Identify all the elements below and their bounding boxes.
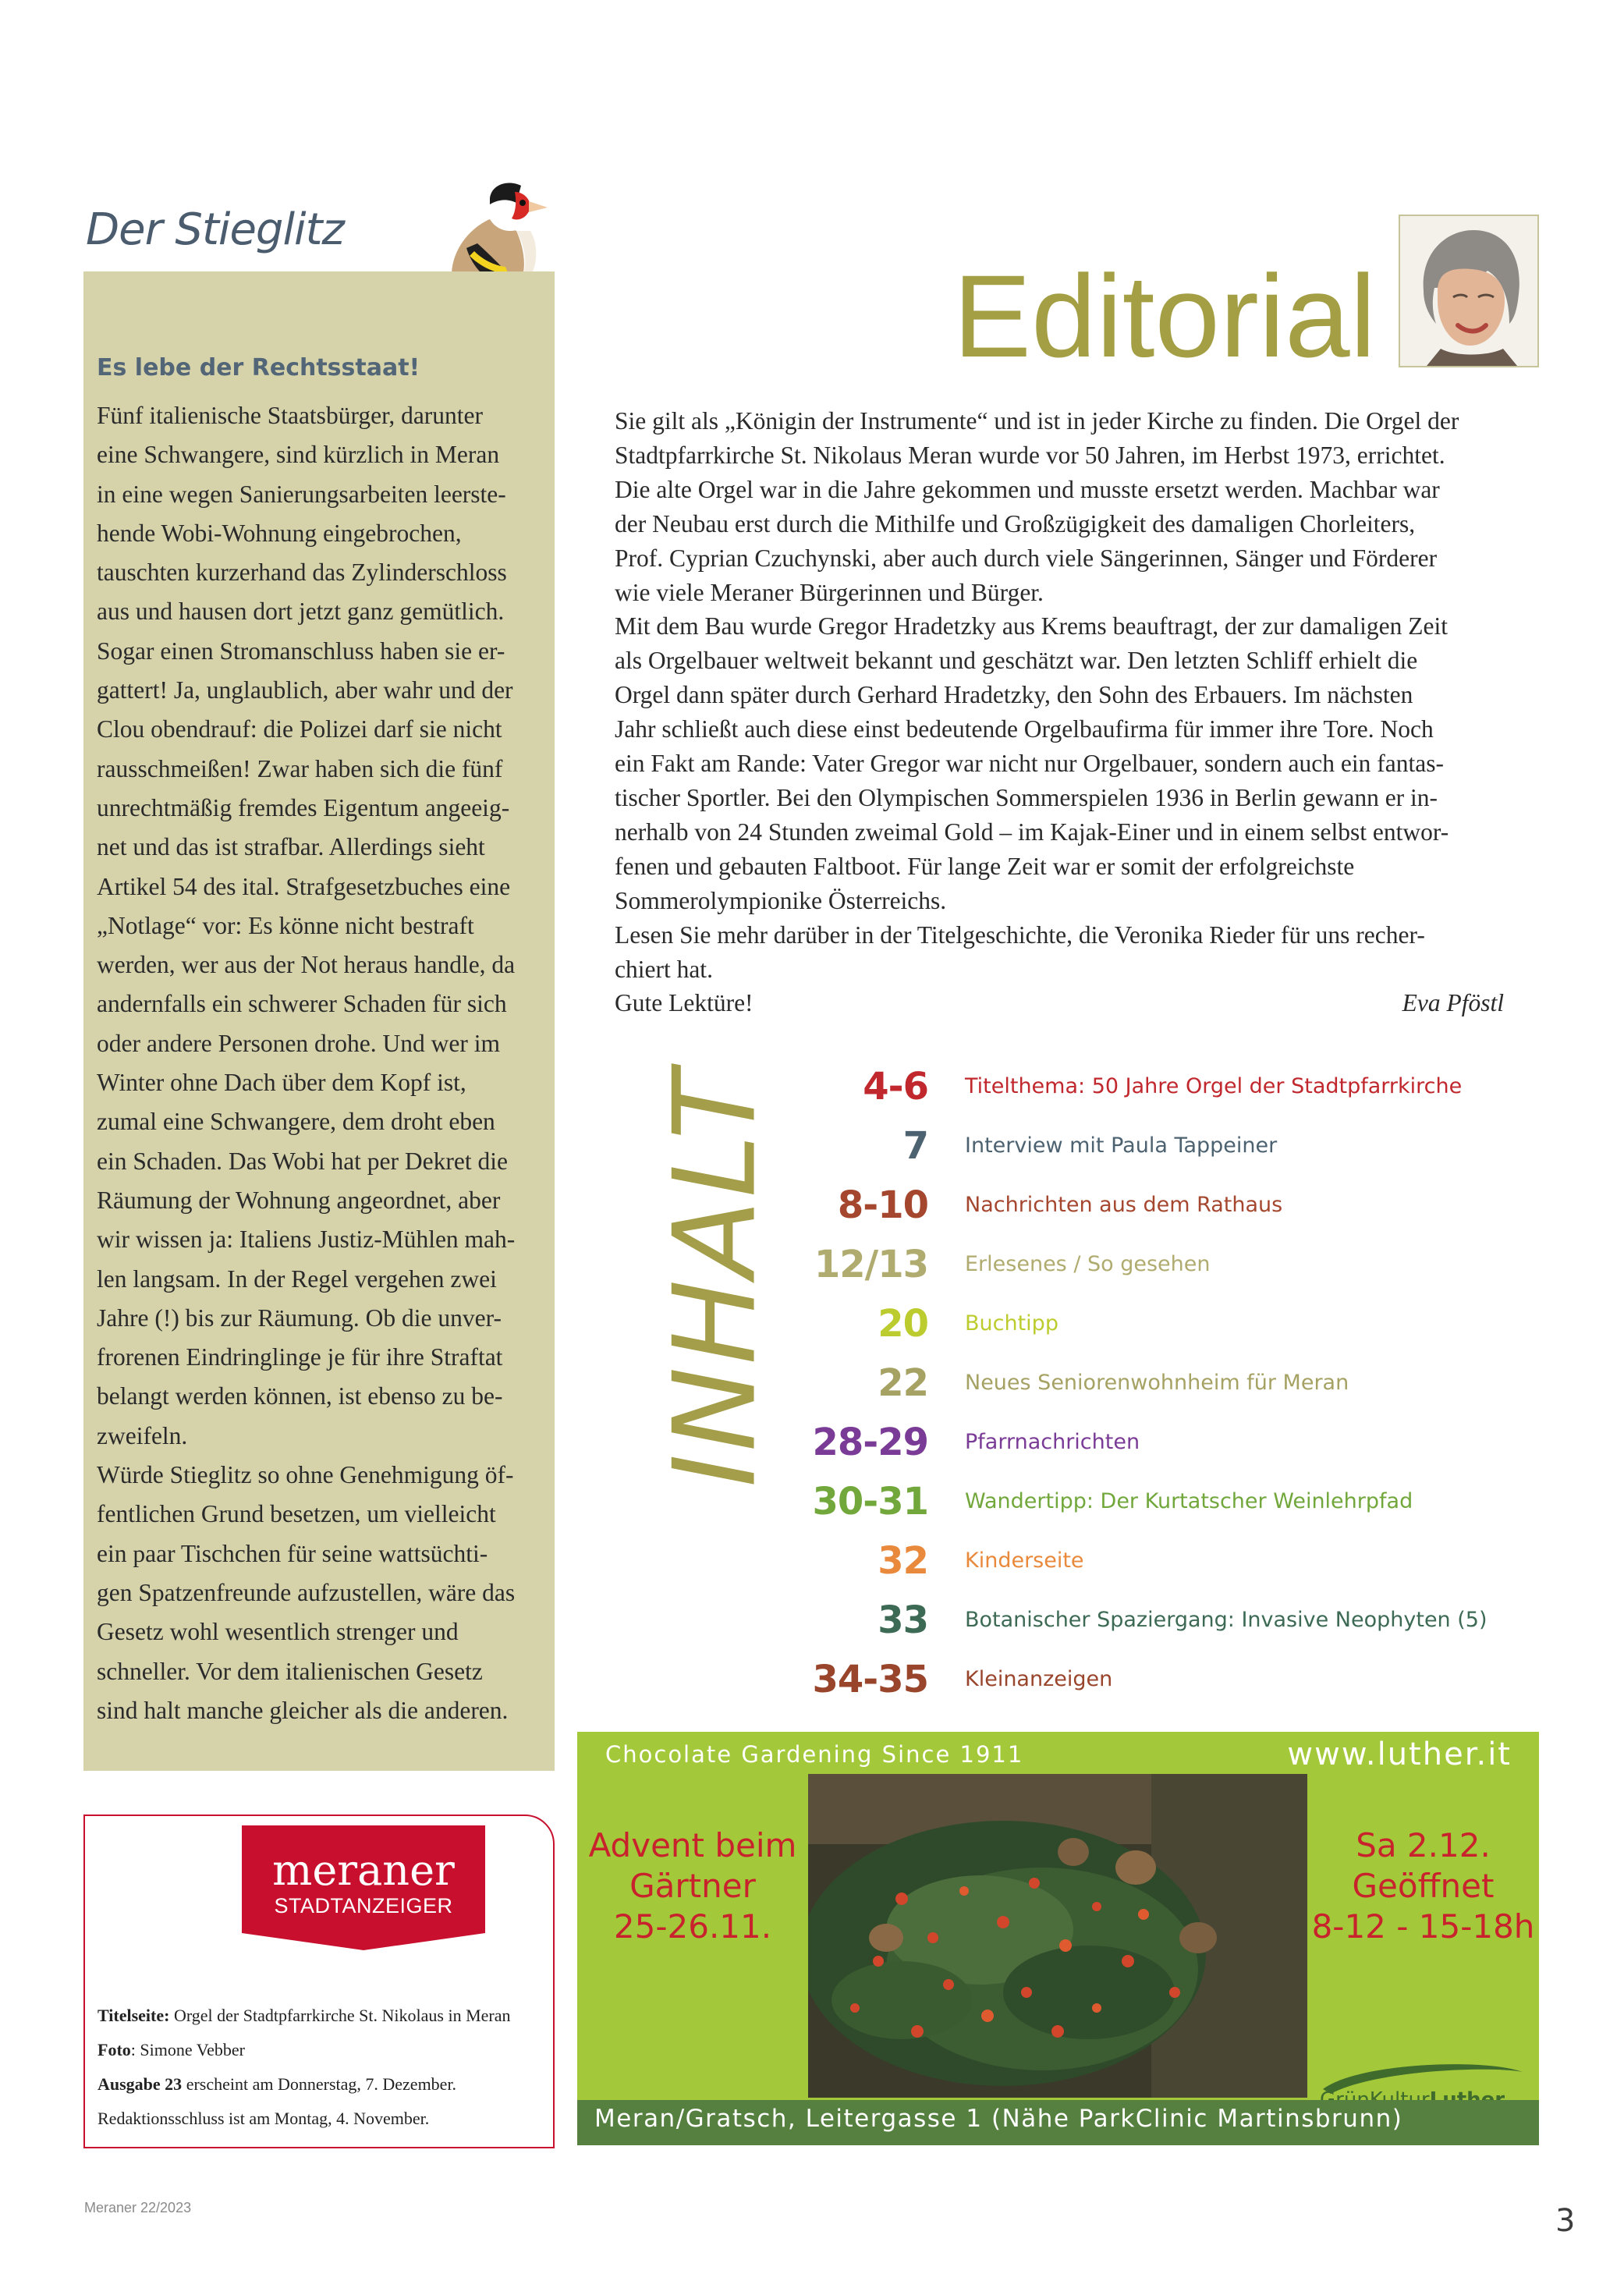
column-line: Clou obendrauf: die Polizei darf sie nicht	[97, 715, 502, 743]
toc-title: Nachrichten aus dem Rathaus	[965, 1193, 1283, 1217]
column-line: hende Wobi-Wohnung eingebrochen,	[97, 519, 462, 547]
column-line: eine Schwangere, sind kürzlich in Meran	[97, 441, 500, 469]
toc-pages: 4-6	[863, 1065, 928, 1109]
editorial-line: nerhalb von 24 Stunden zweimal Gold – im Kajak-Einer und in einem selbst entwor-	[615, 818, 1449, 846]
toc-title: Kleinanzeigen	[965, 1667, 1113, 1691]
editorial-closing: Gute Lektüre!	[615, 989, 753, 1017]
column-body	[97, 396, 548, 1730]
issue-label: Ausgabe 23	[98, 2074, 183, 2094]
editorial-line: Mit dem Bau wurde Gregor Hradetzky aus Krems beauftragt, der zur damaligen Zeit	[615, 612, 1448, 640]
column-line: gen Spatzenfreunde aufzustellen, wäre das	[97, 1578, 516, 1606]
editorial-line: Sie gilt als „Königin der Instrumente“ und ist in jeder Kirche zu finden. Die Orgel der	[615, 407, 1459, 435]
column-line: fentlichen Grund besetzen, um vielleicht	[97, 1500, 496, 1528]
toc-pages: 30-31	[812, 1480, 928, 1524]
toc-title: Titelthema: 50 Jahre Orgel der Stadtpfarrkirche	[965, 1074, 1463, 1098]
column-line: aus und hausen dort jetzt ganz gemütlich.	[97, 598, 505, 626]
toc-entry[interactable]	[780, 1294, 1560, 1353]
column-line: rausschmeißen! Zwar haben sich die fünf	[97, 754, 503, 782]
editorial-line: der Neubau erst durch die Mithilfe und Großzügigkeit des damaligen Chorleiters,	[615, 509, 1416, 537]
author-portrait	[1399, 215, 1539, 367]
ad-opening-hours	[1307, 1825, 1539, 1947]
issue-footer: Meraner 22/2023	[84, 2200, 192, 2215]
cover-text: Orgel der Stadtpfarrkirche St. Nikolaus in Meran	[169, 2006, 511, 2025]
column-line: gattert! Ja, unglaublich, aber wahr und der	[97, 676, 513, 704]
toc-entry[interactable]	[780, 1353, 1560, 1413]
issue-date: erscheint am Donnerstag, 7. Dezember.	[182, 2074, 457, 2094]
toc-entry[interactable]	[780, 1176, 1560, 1235]
column-line: ein Schaden. Das Wobi hat per Dekret die	[97, 1147, 508, 1175]
column-line: zumal eine Schwangere, dem droht eben	[97, 1108, 495, 1136]
column-headline: Es lebe der Rechtsstaat!	[97, 354, 420, 381]
column-line: in eine wegen Sanierungsarbeiten leerste-	[97, 480, 506, 508]
toc-entry[interactable]	[780, 1472, 1560, 1531]
column-line: Winter ohne Dach über dem Kopf ist,	[97, 1069, 466, 1097]
toc-entry[interactable]	[780, 1531, 1560, 1591]
editorial-line: Sommerolympionike Österreichs.	[615, 886, 947, 914]
toc-entry[interactable]	[780, 1116, 1560, 1176]
column-line: werden, wer aus der Not heraus handle, da	[97, 951, 516, 979]
column-box	[83, 271, 555, 1771]
toc-title: Erlesenes / So gesehen	[965, 1252, 1211, 1276]
toc-pages: 7	[902, 1124, 928, 1168]
toc-entry[interactable]	[780, 1591, 1560, 1650]
column-line: unrechtmäßig fremdes Eigentum angeeig-	[97, 793, 510, 821]
toc-title: Botanischer Spaziergang: Invasive Neophyten (5)	[965, 1608, 1487, 1632]
column-line: net und das ist strafbar. Allerdings sieht	[97, 833, 485, 861]
publication-details	[98, 1999, 511, 2136]
toc-pages: 34-35	[812, 1658, 928, 1701]
editorial-signoff	[615, 986, 1504, 1020]
ad-right-line: 8-12 - 15-18h	[1311, 1907, 1535, 1946]
editorial-title: Editorial	[953, 250, 1376, 381]
meraner-stadtanzeiger-logo	[242, 1825, 485, 1950]
column-line: Gesetz wohl wesentlich strenger und	[97, 1618, 459, 1646]
column-line: ein paar Tischchen für seine wattsüchti-	[97, 1539, 488, 1567]
editorial-line: Stadtpfarrkirche St. Nikolaus Meran wurde vor 50 Jahren, im Herbst 1973, errichtet.	[615, 441, 1445, 469]
ad-website-link[interactable]: www.luther.it	[1287, 1736, 1512, 1772]
ad-left-line: Gärtner	[629, 1867, 756, 1905]
editorial-line: wie viele Meraner Bürgerinnen und Bürger.	[615, 578, 1044, 606]
column-line: andernfalls ein schwerer Schaden für sich	[97, 990, 507, 1018]
photo-label: Foto	[98, 2040, 131, 2059]
column-line: oder andere Personen drohe. Und wer im	[97, 1029, 500, 1057]
editorial-body	[615, 404, 1538, 1020]
editorial-line: fenen und gebauten Faltboot. Für lange Zeit war er somit der erfolgreichste	[615, 852, 1355, 880]
editorial-line: Die alte Orgel war in die Jahre gekommen und musste ersetzt werden. Machbar war	[615, 475, 1440, 503]
editorial-line: ein Fakt am Rande: Vater Gregor war nicht nur Orgelbauer, sondern auch ein fantas-	[615, 750, 1444, 778]
editorial-line: chiert hat.	[615, 955, 713, 983]
photo-credit: : Simone Vebber	[130, 2040, 246, 2059]
editorial-line: Orgel dann später durch Gerhard Hradetzky, den Sohn des Erbauers. Im nächsten	[615, 681, 1413, 709]
toc-title: Buchtipp	[965, 1311, 1058, 1336]
editorial-line: Jahr schließt auch diese einst bedeutende Orgelbaufirma für immer ihre Tore. Noch	[615, 715, 1434, 743]
editorial-line: Prof. Cyprian Czuchynski, aber auch durch viele Sängerinnen, Sänger und Förderer	[615, 544, 1438, 572]
column-line: Jahre (!) bis zur Räumung. Ob die unver-	[97, 1304, 502, 1332]
toc-pages: 32	[878, 1539, 928, 1583]
column-line: Sogar einen Stromanschluss haben sie er-	[97, 637, 505, 665]
editorial-line: als Orgelbauer weltweit bekannt und geschätzt war. Den letzten Schliff erhielt die	[615, 647, 1418, 675]
ad-left-line: Advent beim	[588, 1826, 797, 1864]
column-line: schneller. Vor dem italienischen Gesetz	[97, 1657, 483, 1685]
toc-entry[interactable]	[780, 1413, 1560, 1472]
ad-advent-dates	[577, 1825, 808, 1947]
contents-heading: INHALT	[649, 1068, 782, 1488]
ad-tagline: Chocolate Gardening Since 1911	[605, 1741, 1024, 1768]
column-line: len langsam. In der Regel vergehen zwei	[97, 1265, 497, 1293]
toc-title: Neues Seniorenwohnheim für Meran	[965, 1371, 1349, 1395]
editorial-line: tischer Sportler. Bei den Olympischen Sommerspielen 1936 in Berlin gewann er in-	[615, 783, 1438, 811]
column-line: „Notlage“ vor: Es könne nicht bestraft	[97, 911, 474, 939]
ad-right-line: Geöffnet	[1352, 1867, 1495, 1905]
column-line: frorenen Eindringlinge je für ihre Straftat	[97, 1343, 503, 1371]
publication-info-box	[83, 1815, 555, 2148]
ad-address-bar	[577, 2100, 1539, 2145]
logo-wordmark: meraner	[272, 1846, 455, 1895]
column-line: tauschten kurzerhand das Zylinderschloss	[97, 559, 507, 587]
column-title: Der Stieglitz	[86, 204, 344, 255]
ad-right-line: Sa 2.12.	[1356, 1826, 1491, 1864]
toc-title: Interview mit Paula Tappeiner	[965, 1133, 1278, 1158]
toc-title: Wandertipp: Der Kurtatscher Weinlehrpfad	[965, 1489, 1413, 1513]
ad-left-line: 25-26.11.	[613, 1907, 772, 1946]
column-line: Fünf italienische Staatsbürger, darunter	[97, 402, 484, 429]
ad-address: Meran/Gratsch, Leitergasse 1 (Nähe ParkClinic Martinsbrunn)	[594, 2105, 1403, 2133]
cover-label: Titelseite:	[98, 2006, 170, 2025]
toc-pages: 20	[878, 1302, 928, 1346]
toc-title: Kinderseite	[965, 1548, 1084, 1573]
toc-entry[interactable]	[780, 1235, 1560, 1294]
toc-pages: 22	[878, 1361, 928, 1405]
column-line: belangt werden können, ist ebenso zu be-	[97, 1382, 503, 1410]
luther-advertisement[interactable]	[577, 1732, 1539, 2145]
column-line: Räumung der Wohnung angeordnet, aber	[97, 1186, 501, 1214]
toc-pages: 12/13	[814, 1243, 928, 1286]
toc-entry[interactable]	[780, 1057, 1560, 1116]
logo-subtitle: STADTANZEIGER	[274, 1894, 453, 1917]
toc-pages: 33	[878, 1598, 928, 1642]
deadline-note: Redaktionsschluss ist am Montag, 4. November.	[98, 2109, 430, 2128]
column-line: Artikel 54 des ital. Strafgesetzbuches eine	[97, 872, 511, 900]
editorial-line: Lesen Sie mehr darüber in der Titelgeschichte, die Veronika Rieder für uns recher-	[615, 921, 1425, 949]
toc-pages: 28-29	[812, 1421, 928, 1464]
portrait-image	[1400, 216, 1537, 366]
advent-wreath-photo	[808, 1774, 1307, 2098]
toc-pages: 8-10	[837, 1183, 928, 1227]
column-line: sind halt manche gleicher als die anderen.	[97, 1696, 509, 1724]
column-line: zweifeln.	[97, 1421, 188, 1449]
toc-entry[interactable]	[780, 1650, 1560, 1709]
column-line: Würde Stieglitz so ohne Genehmigung öf-	[97, 1461, 514, 1489]
toc-title: Pfarrnachrichten	[965, 1430, 1140, 1454]
column-line: wir wissen ja: Italiens Justiz-Mühlen mah-	[97, 1226, 516, 1254]
page-number: 3	[1555, 2203, 1576, 2239]
editorial-author: Eva Pföstl	[1402, 989, 1504, 1017]
